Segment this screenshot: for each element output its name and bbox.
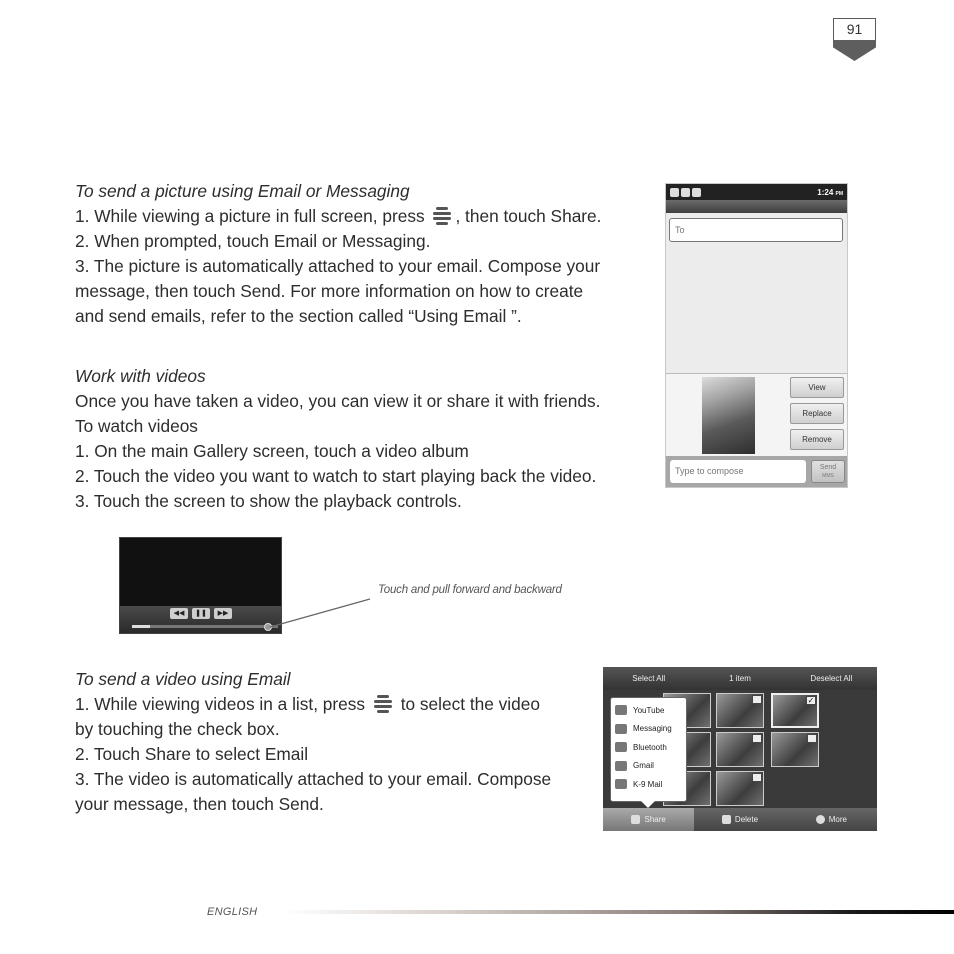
to-field[interactable]: To: [669, 218, 843, 242]
email-step-1: 1. While viewing videos in a list, press to select the video: [75, 694, 540, 715]
rewind-icon[interactable]: ◀◀: [170, 608, 188, 619]
checkbox-icon[interactable]: [752, 734, 762, 743]
checkbox-icon[interactable]: [752, 695, 762, 704]
menu-key-icon: [431, 205, 453, 227]
view-button[interactable]: View: [790, 377, 844, 398]
email-step-3b: your message, then touch Send.: [75, 794, 324, 815]
videos-heading: Work with videos: [75, 366, 206, 386]
share-menu: [610, 697, 687, 802]
videos-step-1: 1. On the main Gallery screen, touch a video album: [75, 441, 469, 462]
email-section: [75, 667, 551, 818]
gmail-icon: [615, 761, 627, 771]
picture-step-2: 2. When prompted, touch Email or Messaging.: [75, 231, 431, 252]
picture-step-3c: and send emails, refer to the section called “Using Email ”.: [75, 306, 522, 327]
compose-field[interactable]: Type to compose: [670, 460, 806, 483]
more-button[interactable]: More: [786, 808, 877, 831]
more-icon: [816, 815, 825, 824]
video-thumbnail[interactable]: [716, 771, 764, 806]
compose-mms-screenshot: [665, 183, 848, 488]
video-thumbnail[interactable]: [771, 732, 819, 767]
video-thumbnail[interactable]: [716, 732, 764, 767]
checkbox-icon[interactable]: [752, 773, 762, 782]
trash-icon: [722, 815, 731, 824]
email-step-2: 2. Touch Share to select Email: [75, 744, 309, 765]
bluetooth-icon: [615, 742, 627, 752]
videos-step-2: 2. Touch the video you want to watch to start playing back the video.: [75, 466, 597, 487]
share-menu-screenshot: [603, 667, 877, 831]
video-thumbnail[interactable]: [771, 693, 819, 728]
share-youtube[interactable]: YouTube: [615, 701, 682, 720]
email-step-1b: by touching the check box.: [75, 719, 280, 740]
page-number-badge: [833, 18, 876, 61]
videos-step-3: 3. Touch the screen to show the playback controls.: [75, 491, 462, 512]
status-bar: [666, 184, 847, 200]
footer-rule: [283, 910, 954, 914]
attachment-area: [666, 373, 848, 456]
picture-section: [75, 179, 601, 330]
notification-icon: [670, 188, 679, 197]
selection-count: 1 item: [729, 674, 751, 683]
share-gmail[interactable]: Gmail: [615, 757, 682, 776]
videos-intro: Once you have taken a video, you can view it or share it with friends.: [75, 391, 601, 412]
page-number: 91: [833, 18, 876, 40]
sd-card-icon: [692, 188, 701, 197]
email-heading: To send a video using Email: [75, 669, 291, 689]
fast-forward-icon[interactable]: ▶▶: [214, 608, 232, 619]
picture-step-3a: 3. The picture is automatically attached to your email. Compose your: [75, 256, 601, 277]
usb-icon: [681, 188, 690, 197]
callout-line: [268, 597, 372, 629]
delete-button[interactable]: Delete: [694, 808, 785, 831]
remove-button[interactable]: Remove: [790, 429, 844, 450]
videos-section: [75, 364, 600, 515]
replace-button[interactable]: Replace: [790, 403, 844, 424]
status-time: 1:24 PM: [817, 187, 843, 197]
picture-heading: To send a picture using Email or Messaging: [75, 181, 410, 201]
title-bar: [666, 200, 847, 213]
select-all-button[interactable]: Select All: [632, 674, 666, 683]
messaging-icon: [615, 724, 627, 734]
attached-photo: [702, 377, 755, 454]
video-thumbnail[interactable]: [716, 693, 764, 728]
progress-bar[interactable]: [132, 625, 278, 628]
footer-language: ENGLISH: [207, 906, 258, 918]
video-player-screenshot: [119, 537, 282, 634]
checkbox-icon[interactable]: [807, 734, 817, 743]
send-button[interactable]: Send MMS: [811, 460, 845, 483]
picture-step-3b: message, then touch Send. For more information on how to create: [75, 281, 584, 302]
share-icon: [631, 815, 640, 824]
compose-bar: [666, 456, 848, 488]
share-k9-mail[interactable]: K-9 Mail: [615, 775, 682, 794]
share-button[interactable]: Share: [603, 808, 694, 831]
youtube-icon: [615, 705, 627, 715]
k9-mail-icon: [615, 779, 627, 789]
playback-controls: [120, 606, 281, 633]
selection-bar: [603, 667, 877, 690]
email-step-3a: 3. The video is automatically attached to your email. Compose: [75, 769, 552, 790]
share-messaging[interactable]: Messaging: [615, 720, 682, 739]
checkbox-icon[interactable]: ✓: [807, 696, 815, 705]
scrub-callout: Touch and pull forward and backward: [378, 584, 562, 596]
action-bar: [603, 808, 877, 831]
deselect-all-button[interactable]: Deselect All: [810, 674, 853, 683]
share-bluetooth[interactable]: Bluetooth: [615, 738, 682, 757]
menu-key-icon: [372, 693, 394, 715]
pause-icon[interactable]: ❚❚: [192, 608, 210, 619]
page-tab-shape: [833, 40, 876, 61]
picture-step-1: 1. While viewing a picture in full screen, press , then touch Share.: [75, 206, 602, 227]
videos-subheading: To watch videos: [75, 416, 198, 437]
